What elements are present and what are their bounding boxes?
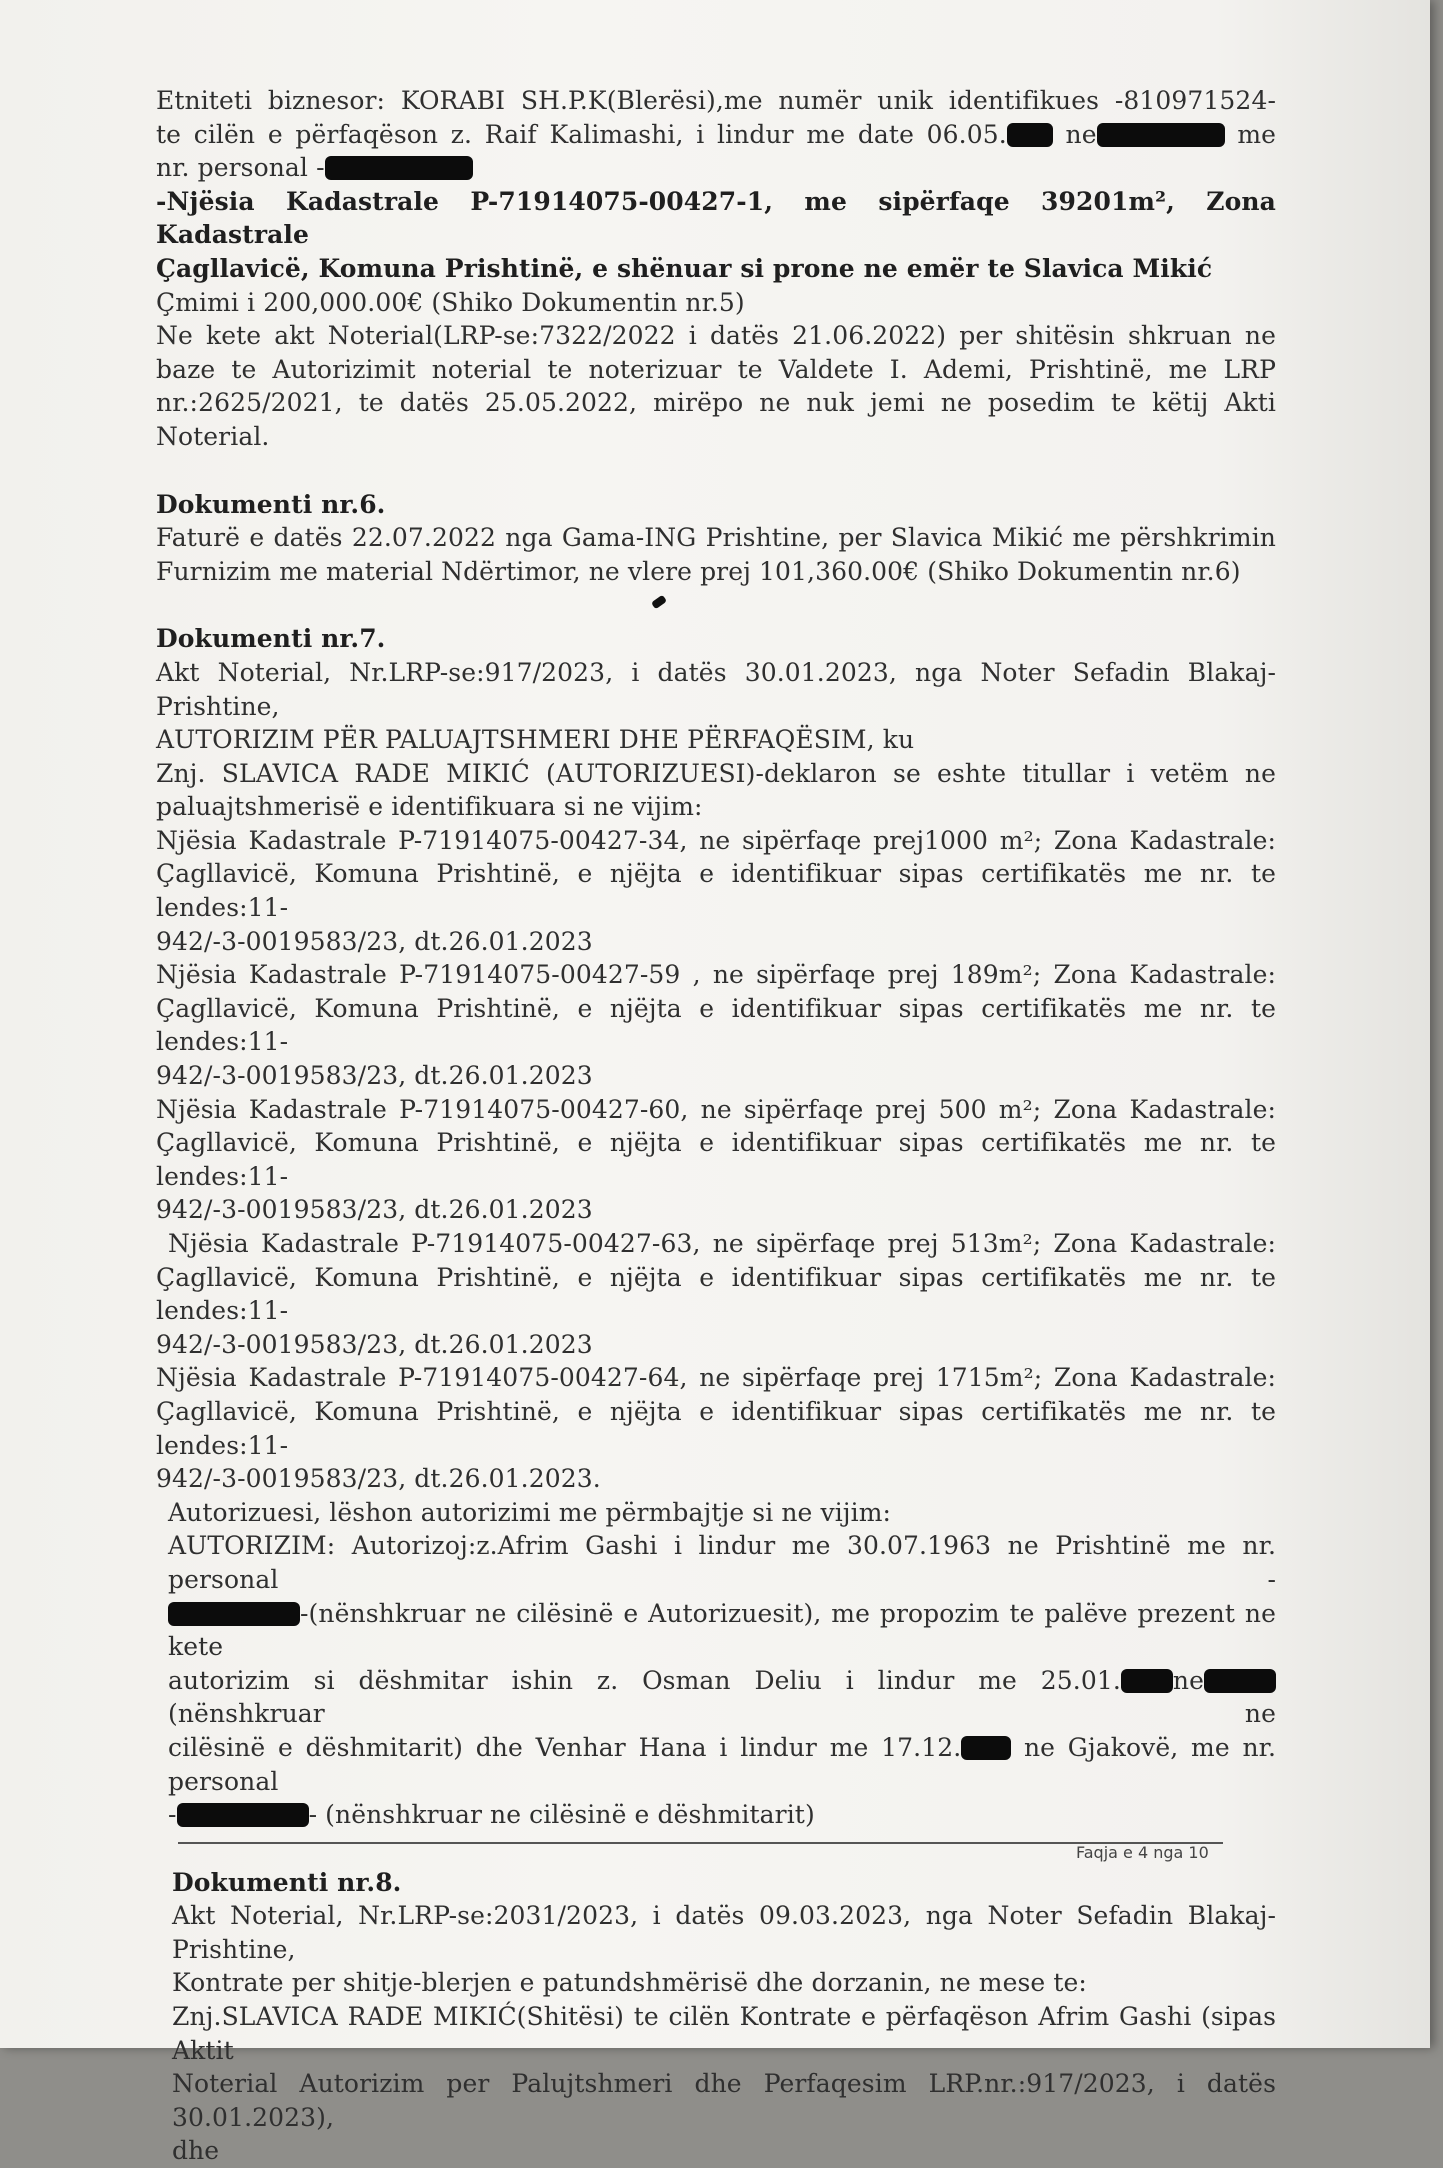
section-heading: Dokumenti nr.7. bbox=[156, 624, 386, 654]
page-number: Faqja e 4 nga 10 bbox=[1076, 1843, 1209, 1862]
text-line: 942/-3-0019583/23, dt.26.01.2023. bbox=[156, 1464, 601, 1494]
text-line: -Njësia Kadastrale P-71914075-00427-1, me sipërfaqe 39201m², Zona Kadastrale bbox=[156, 186, 1276, 250]
text-line: Noterial. bbox=[156, 421, 270, 451]
text-line: -(nënshkruar ne cilësinë e Autorizuesit), me propozim te palëve prezent ne kete bbox=[168, 1598, 1276, 1662]
text-line: Akt Noterial, Nr.LRP-se:917/2023, i datës 30.01.2023, nga Noter Sefadin Blakaj-Prishtine, bbox=[156, 657, 1276, 721]
text-line: Çmimi i 200,000.00€ (Shiko Dokumentin nr.5) bbox=[156, 287, 745, 317]
redaction-box bbox=[961, 1736, 1011, 1760]
text-line: Njësia Kadastrale P-71914075-00427-34, ne sipërfaqe prej1000 m²; Zona Kadastrale: bbox=[156, 825, 1276, 855]
text-line: Çagllavicë, Komuna Prishtinë, e njëjta e identifikuar sipas certifikatës me nr. te lendes:11- bbox=[156, 993, 1276, 1057]
text-line: Njësia Kadastrale P-71914075-00427-59 , ne sipërfaqe prej 189m²; Zona Kadastrale: bbox=[156, 960, 1276, 990]
section-heading: Dokumenti nr.8. bbox=[172, 1867, 402, 1897]
text-line: AUTORIZIM PËR PALUAJTSHMERI DHE PËRFAQËSIM, ku bbox=[156, 725, 915, 755]
text-line: cilësinë e dëshmitarit) dhe Venhar Hana i lindur me 17.12. ne Gjakovë, me nr. personal bbox=[168, 1732, 1277, 1796]
redaction-box bbox=[1204, 1669, 1276, 1693]
text-line: - - (nënshkruar ne cilësinë e dëshmitarit) bbox=[168, 1800, 815, 1830]
text-line: Etniteti biznesor: KORABI SH.P.K(Blerësi),me numër unik identifikues -810971524- bbox=[156, 86, 1276, 115]
text-line: 942/-3-0019583/23, dt.26.01.2023 bbox=[156, 1061, 593, 1091]
text-line: Njësia Kadastrale P-71914075-00427-60, ne sipërfaqe prej 500 m²; Zona Kadastrale: bbox=[156, 1094, 1276, 1124]
text-line: 942/-3-0019583/23, dt.26.01.2023 bbox=[156, 1329, 593, 1359]
text-line: Faturë e datës 22.07.2022 nga Gama-ING Prishtine, per Slavica Mikić me përshkrimin bbox=[156, 523, 1276, 553]
text-line: autorizim si dëshmitar ishin z. Osman Deliu i lindur me 25.01. ne (nënshkruar ne bbox=[168, 1665, 1276, 1729]
text-line: Znj. SLAVICA RADE MIKIĆ (AUTORIZUESI)-deklaron se eshte titullar i vetëm ne bbox=[156, 758, 1276, 788]
text-line: baze te Autorizimit noterial te noterizuar te Valdete I. Ademi, Prishtinë, me LRP bbox=[156, 354, 1276, 384]
text-line: Çagllavicë, Komuna Prishtinë, e njëjta e identifikuar sipas certifikatës me nr. te lendes:11- bbox=[156, 859, 1276, 923]
text-line: Ne kete akt Noterial(LRP-se:7322/2022 i datës 21.06.2022) per shitësin shkruan ne bbox=[156, 321, 1276, 351]
redaction-box bbox=[1121, 1669, 1173, 1693]
text-line: Kontrate per shitje-blerjen e patundshmërisë dhe dorzanin, ne mese te: bbox=[172, 1968, 1087, 1998]
footer-divider bbox=[178, 1842, 1223, 1844]
text-line: Furnizim me material Ndërtimor, ne vlere prej 101,360.00€ (Shiko Dokumentin nr.6) bbox=[156, 556, 1241, 586]
redaction-box bbox=[1097, 123, 1225, 147]
text-line: Znj.SLAVICA RADE MIKIĆ(Shitësi) te cilën Kontrate e përfaqëson Afrim Gashi (sipas Aktit bbox=[172, 2002, 1276, 2065]
text-line: AUTORIZIM: Autorizoj:z.Afrim Gashi i lindur me 30.07.1963 ne Prishtinë me nr. personal - bbox=[168, 1531, 1276, 1594]
redaction-box bbox=[325, 156, 473, 180]
text-line: 942/-3-0019583/23, dt.26.01.2023 bbox=[156, 926, 593, 956]
text-line: 942/-3-0019583/23, dt.26.01.2023 bbox=[156, 1195, 593, 1225]
text-line: nr.:2625/2021, te datës 25.05.2022, mirëpo ne nuk jemi ne posedim te këtij Akti bbox=[156, 388, 1276, 418]
redaction-box bbox=[168, 1602, 300, 1626]
redaction-box bbox=[177, 1803, 309, 1827]
text-line: Njësia Kadastrale P-71914075-00427-64, ne sipërfaqe prej 1715m²; Zona Kadastrale: bbox=[156, 1363, 1276, 1393]
text-line: nr. personal - bbox=[156, 151, 1276, 185]
redaction-box bbox=[1007, 123, 1053, 147]
text-line: Çagllavicë, Komuna Prishtinë, e njëjta e identifikuar sipas certifikatës me nr. te lendes:11- bbox=[156, 1262, 1276, 1326]
text-line: te cilën e përfaqëson z. Raif Kalimashi, i lindur me date 06.05. ne me bbox=[156, 119, 1277, 149]
text-line: dhe bbox=[172, 2136, 220, 2166]
text-line: Çagllavicë, Komuna Prishtinë, e njëjta e identifikuar sipas certifikatës me nr. te lendes:11- bbox=[156, 1128, 1276, 1191]
text-line: Noterial Autorizim per Palujtshmeri dhe Perfaqesim LRP.nr.:917/2023, i datës 30.01.2023), bbox=[172, 2069, 1276, 2132]
text-line: paluajtshmerisë e identifikuara si ne vijim: bbox=[156, 792, 703, 822]
text-line: Njësia Kadastrale P-71914075-00427-63, ne sipërfaqe prej 513m²; Zona Kadastrale: bbox=[168, 1229, 1276, 1258]
section-heading: Dokumenti nr.6. bbox=[156, 489, 386, 519]
text-line: Çagllavicë, Komuna Prishtinë, e njëjta e identifikuar sipas certifikatës me nr. te lendes:11- bbox=[156, 1396, 1276, 1460]
text-line: Akt Noterial, Nr.LRP-se:2031/2023, i datës 09.03.2023, nga Noter Sefadin Blakaj-Prishtine, bbox=[172, 1901, 1276, 1964]
text-line: Çagllavicë, Komuna Prishtinë, e shënuar si prone ne emër te Slavica Mikić bbox=[156, 253, 1213, 283]
text-line: Autorizuesi, lëshon autorizimi me përmbajtje si ne vijim: bbox=[168, 1497, 892, 1527]
